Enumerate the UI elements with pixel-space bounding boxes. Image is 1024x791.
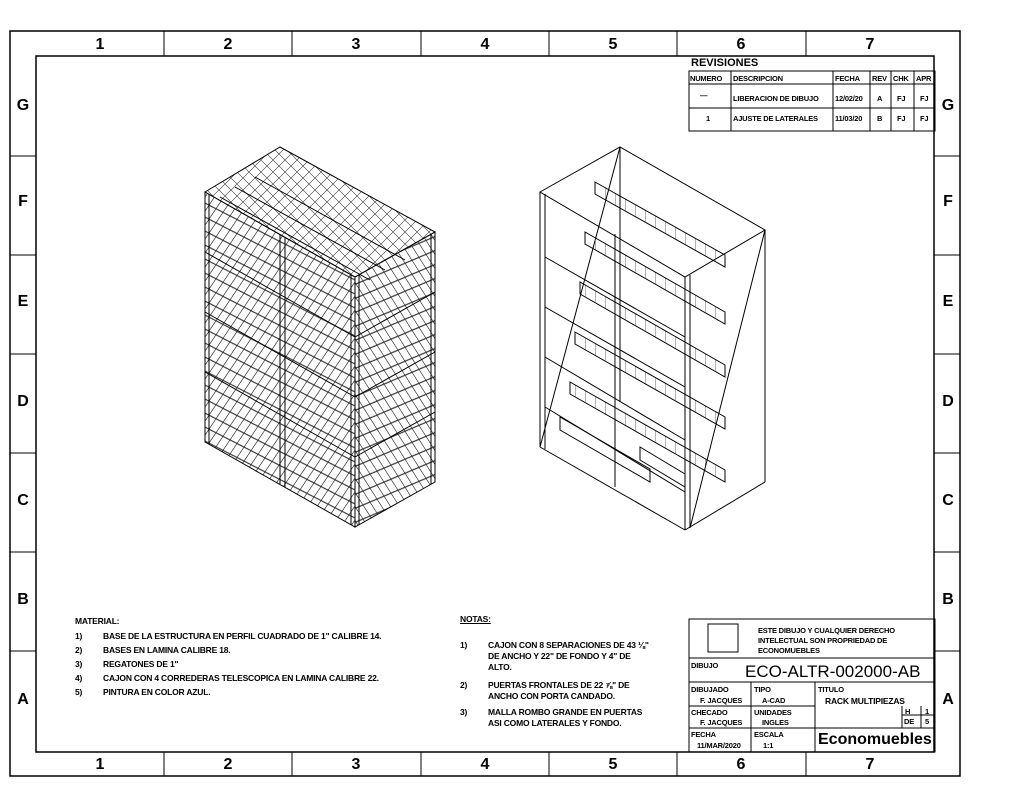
zone-row-g: G: [16, 97, 30, 114]
unidades-value: INGLES: [762, 718, 789, 727]
zone-col-7-bottom: 7: [865, 756, 875, 773]
escala-value: 1:1: [763, 741, 774, 750]
company-logo-placeholder: [709, 625, 737, 651]
zone-row-e-right: E: [942, 293, 954, 310]
zone-row-e: E: [17, 293, 29, 310]
dibujo-label: DIBUJO: [691, 661, 719, 670]
ownership-line: ESTE DIBUJO Y CUALQUIER DERECHO: [758, 626, 895, 635]
zone-col-1: 1: [95, 36, 105, 53]
zone-col-5-bottom: 5: [608, 756, 618, 773]
rev-row-2-numero: 1: [706, 114, 710, 123]
rev-header-fecha: FECHA: [835, 74, 860, 83]
zone-col-2-bottom: 2: [223, 756, 233, 773]
zone-col-1-bottom: 1: [95, 756, 105, 773]
zone-row-a: A: [17, 691, 29, 708]
nota-item-number: 2): [460, 680, 468, 690]
zone-row-c: C: [17, 492, 29, 509]
rack-isometric-open-view: [535, 142, 775, 532]
sheet-de-label: DE: [904, 717, 915, 726]
material-item-number: 3): [75, 659, 83, 669]
nota-item-number: 3): [460, 707, 468, 717]
nota-item-line: CAJON CON 8 SEPARACIONES DE 43 ⅛": [488, 640, 649, 650]
checado-value: F. JACQUES: [700, 718, 743, 727]
fecha-value: 11/MAR/2020: [697, 741, 741, 750]
rev-header-rev: REV: [872, 74, 887, 83]
rev-row-1-rev: A: [877, 94, 883, 103]
rack-isometric-closed-view: [195, 142, 455, 532]
sheet-number: 1: [925, 707, 929, 716]
tipo-label: TIPO: [754, 685, 771, 694]
ownership-line: ECONOMUEBLES: [758, 646, 820, 655]
material-item-number: 4): [75, 673, 83, 683]
ownership-line: INTELECTUAL SON PROPRIEDAD DE: [758, 636, 888, 645]
zone-row-d: D: [17, 393, 29, 410]
zone-row-b-right: B: [942, 591, 954, 608]
zone-row-b: B: [17, 591, 29, 608]
zone-row-f-right: F: [943, 193, 953, 210]
zone-col-5: 5: [608, 36, 618, 53]
dibujado-label: DIBUJADO: [691, 685, 729, 694]
tipo-value: A-CAD: [762, 696, 786, 705]
checado-label: CHECADO: [691, 708, 728, 717]
nota-item-number: 1): [460, 640, 468, 650]
rev-row-1-numero: —: [700, 91, 708, 100]
zone-col-2: 2: [223, 36, 233, 53]
rev-header-descripcion: DESCRIPCION: [733, 74, 783, 83]
zone-col-4: 4: [480, 36, 490, 53]
material-item-number: 5): [75, 687, 83, 697]
nota-item-line: MALLA ROMBO GRANDE EN PUERTAS: [488, 707, 643, 717]
notas-heading: NOTAS:: [460, 614, 491, 624]
nota-item-line: PUERTAS FRONTALES DE 22 ⅞" DE: [488, 680, 630, 690]
zone-row-c-right: C: [942, 492, 954, 509]
material-item-text: REGATONES DE 1": [103, 659, 179, 669]
dibujado-value: F. JACQUES: [700, 696, 743, 705]
zone-col-6: 6: [736, 36, 746, 53]
nota-item-line: ALTO.: [488, 662, 512, 672]
zone-row-d-right: D: [942, 393, 954, 410]
titulo-value: RACK MULTIPIEZAS: [825, 696, 905, 706]
fecha-label: FECHA: [691, 730, 716, 739]
rev-row-1-chk: FJ: [897, 94, 906, 103]
zone-col-4-bottom: 4: [480, 756, 490, 773]
company-name: Economuebles: [818, 731, 932, 748]
zone-col-3: 3: [351, 36, 361, 53]
nota-item-line: ANCHO CON PORTA CANDADO.: [488, 691, 615, 701]
material-item-text: BASE DE LA ESTRUCTURA EN PERFIL CUADRADO DE 1" CALIBRE 14.: [103, 631, 382, 641]
drawing-number: ECO-ALTR-002000-AB: [745, 662, 921, 681]
material-item-number: 1): [75, 631, 83, 641]
sheet-h-label: H: [905, 707, 911, 716]
material-item-text: PINTURA EN COLOR AZUL.: [103, 687, 211, 697]
rev-row-1-fecha: 12/02/20: [835, 94, 863, 103]
rev-row-2-fecha: 11/03/20: [835, 114, 863, 123]
zone-col-3-bottom: 3: [351, 756, 361, 773]
zone-col-7: 7: [865, 36, 875, 53]
rev-row-2-rev: B: [877, 114, 883, 123]
nota-item-line: ASI COMO LATERALES Y FONDO.: [488, 718, 622, 728]
zone-col-6-bottom: 6: [736, 756, 746, 773]
revisions-title: REVISIONES: [691, 57, 759, 69]
material-item-text: CAJON CON 4 CORREDERAS TELESCOPICA EN LAMINA CALIBRE 22.: [103, 673, 379, 683]
rev-row-2-apr: FJ: [920, 114, 929, 123]
rev-row-2-descripcion: AJUSTE DE LATERALES: [733, 114, 818, 123]
rev-row-1-descripcion: LIBERACION DE DIBUJO: [733, 94, 819, 103]
material-heading: MATERIAL:: [75, 616, 120, 626]
material-item-text: BASES EN LAMINA CALIBRE 18.: [103, 645, 231, 655]
rev-header-numero: NUMERO: [690, 74, 723, 83]
rev-row-1-apr: FJ: [920, 94, 929, 103]
unidades-label: UNIDADES: [754, 708, 792, 717]
rev-header-apr: APR: [916, 74, 932, 83]
zone-row-a-right: A: [942, 691, 954, 708]
material-item-number: 2): [75, 645, 83, 655]
sheet-total: 5: [925, 717, 929, 726]
rev-row-2-chk: FJ: [897, 114, 906, 123]
nota-item-line: DE ANCHO Y 22" DE FONDO Y 4" DE: [488, 651, 631, 661]
rev-header-chk: CHK: [893, 74, 909, 83]
zone-row-f: F: [18, 193, 28, 210]
escala-label: ESCALA: [754, 730, 784, 739]
titulo-label: TITULO: [818, 685, 844, 694]
zone-row-g-right: G: [941, 97, 955, 114]
